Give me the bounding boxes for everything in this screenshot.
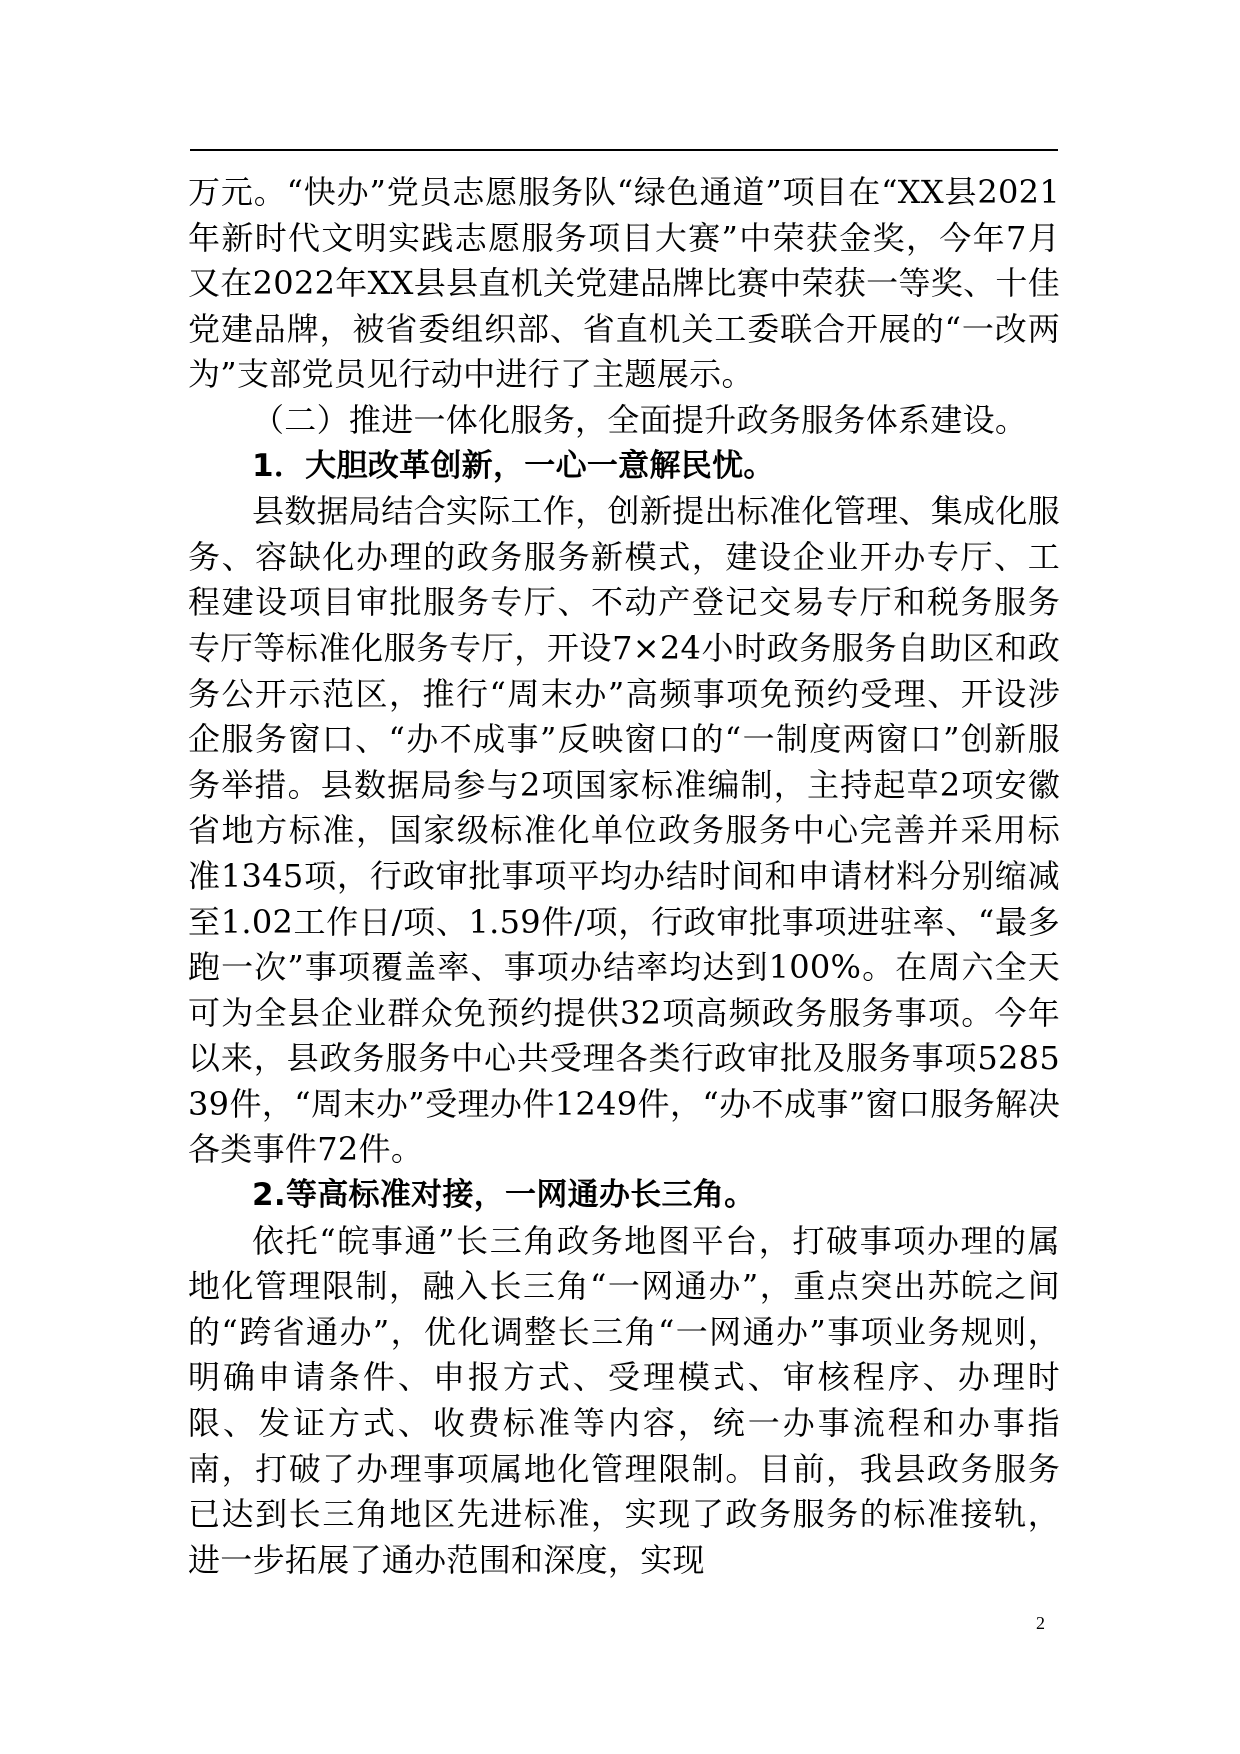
paragraph-continued: 万元。“快办”党员志愿服务队“绿色通道”项目在“XX县2021年新时代文明实践志愿服务项目大赛”中荣获金奖，今年7月又在2022年XX县县直机关党建品牌比赛中荣获一等奖、十佳党建品牌，被省委组织部、省直机关工委联合开展的“一改两为”支部党员见行动中进行了主题展示。: [188, 173, 1060, 394]
paragraph-yangtze: 依托“皖事通”长三角政务地图平台，打破事项办理的属地化管理限制，融入长三角“一网通办”，重点突出苏皖之间的“跨省通办”，优化调整长三角“一网通办”事项业务规则，明确申请条件、申报方式、受理模式、审核程序、办理时限、发证方式、收费标准等内容，统一办事流程和办事指南，打破了办理事项属地化管理限制。目前，我县政务服务已达到长三角地区先进标准，实现了政务服务的标准接轨，进一步拓展了通办范围和深度，实现: [188, 1221, 1060, 1579]
page-number: 2: [1036, 1613, 1045, 1633]
subheading-reform: 1．大胆改革创新，一心一意解民忧。: [252, 447, 775, 484]
subheading-yangtze: 2.等高标准对接，一网通办长三角。: [252, 1177, 756, 1214]
header-rule: [190, 149, 1058, 151]
document-body: [188, 170, 1060, 1583]
section-heading: （二）推进一体化服务，全面提升政务服务体系建设。: [252, 400, 1028, 439]
paragraph-reform: 县数据局结合实际工作，创新提出标准化管理、集成化服务、容缺化办理的政务服务新模式，建设企业开办专厅、工程建设项目审批服务专厅、不动产登记交易专厅和税务服务专厅等标准化服务专厅，开设7×24小时政务服务自助区和政务公开示范区，推行“周末办”高频事项免预约受理、开设涉企服务窗口、“办不成事”反映窗口的“一制度两窗口”创新服务举措。县数据局参与2项国家标准编制，主持起草2项安徽省地方标准，国家级标准化单位政务服务中心完善并采用标准1345项，行政审批事项平均办结时间和申请材料分别缩减至1.02工作日/项、1.59件/项，行政审批事项进驻率、“最多跑一次”事项覆盖率、事项办结率均达到100%。在周六全天可为全县企业群众免预约提供32项高频政务服务事项。今年以来，县政务服务中心共受理各类行政审批及服务事项528539件，“周末办”受理办件1249件，“办不成事”窗口服务解决各类事件72件。: [188, 492, 1060, 1169]
